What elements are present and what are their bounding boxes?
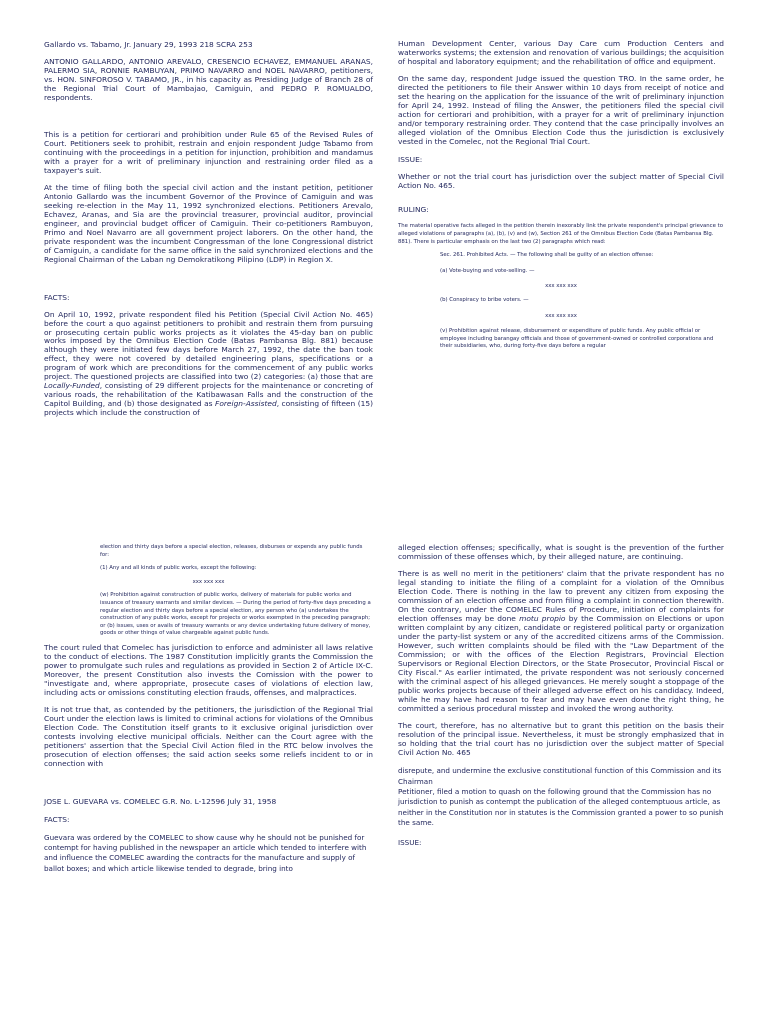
paragraph-petitioner-motion: Petitioner, filed a motion to quash on the following ground that the Commission has no jurisdiction to punish as contempt the publication of the alleged contemptuous article, as neither in the Constitution nor in statutes is the Commission granted a power to so punish the same. [398,787,724,827]
case-title: Gallardo vs. Tabamo, Jr. January 29, 1993 218 SCRA 253 [44,40,253,49]
paragraph-ruling-intro: The material operative facts alleged in the petition therein inexorably link the private respondent's principal grievance to alleged violations of paragraphs (a), (b), (v) and (w), Section 261 of the Omnibus Election Code (Batas Pambansa Blg. 881). There is particular emphasis on the last two (2) paragraphs which read: [398,223,723,245]
top-right-column [398,40,724,357]
page-top [0,0,768,492]
no-merit-emphasis-motu-propio: motu propio [519,614,566,624]
ruling-heading: RULING: [398,205,429,215]
no-merit-text-a: There is as well no merit in the petitioners' claim that the private respondent has no legal standing to initiate the filing of a complaint for a violation of the Omnibus Election Code. There is nothing in the law to prevent any citizen from exposing the commission of an election offense and from filing a complaint in connection therewith. On the contrary, under the COMELEC Rules of Procedure, initiation of complaints for election offenses may be done [398,569,724,624]
paragraph-facts-continued: Human Development Center, various Day Care cum Production Centers and waterworks systems; the extension and renovation of various buildings; the acquisition of hospital and laboratory equipment; and the rehabilitation of office and equipment. [398,39,724,66]
facts-emphasis-foreign-assisted: Foreign-Assisted [215,399,277,409]
quote-sec-261: Sec. 261. Prohibited Acts. — The following shall be guilty of an election offense: [440,252,654,259]
facts-heading: FACTS: [44,292,70,302]
paragraph-facts [44,311,373,418]
paragraph-intro: This is a petition for certiorari and prohibition under Rule 65 of the Revised Rules of Court. Petitioners seek to prohibit, restrain and enjoin respondent Judge Tabamo from continuing with the proceedings in a petition for injunction, prohibition and mandamus with a prayer for a writ of preliminary injunction and restraining order filed as a taxpayer's suit. [44,129,373,175]
case-parties: ANTONIO GALLARDO, ANTONIO AREVALO, CRESENCIO ECHAVEZ, EMMANUEL ARANAS, PALERMO SIA, RONNIE RAMBUYAN, PRIMO NAVARRO and NOEL NAVARRO, petitioners, vs. HON. SINFOROSO V. TABAMO, JR., in his capacity as Presiding Judge of Branch 28 of the Regional Trial Court of Mambajao, Camiguin, and PEDRO P. ROMUALDO, respondents. [44,57,373,102]
quote-para-w: (w) Prohibition against construction of public works, delivery of materials for public works and issuance of treasury warrants and similar devices. — During the period of forty-five days preceding a regular election and thirty days before a special election, any person who (a) undertakes the construction of any public works, except for projects or works exempted in the preceding paragraph; or (b) issues, uses or avails of treasury warrants or any device undertaking future delivery of money, goods or other things of value chargeable against public funds. [100,592,371,637]
page-bottom [0,534,768,1024]
paragraph-same-day: On the same day, respondent Judge issued the question TRO. In the same order, he directed the petitioners to file their Answer within 10 days from receipt of notice and set the hearing on the application for the issuance of the writ of preliminary injunction for April 24, 1992. Instead of filing the Answer, the petitioners filed the special civil action for certiorari and prohibition, with a prayer for a writ of preliminary injunction and/or temporary restraining order. They contend that the case principally involves an alleged violation of the Omnibus Election Code thus the jurisdiction is exclusively vested in the Comelec, not the Regional Trial Court. [398,74,724,147]
quote-para-a: (a) Vote-buying and vote-selling. — [440,267,535,274]
facts-text-c: , consisting of fifteen (15) projects which include the construction of [44,399,373,418]
no-merit-text-b: by the Commission on Elections or upon written complaint by any citizen, candidate or registered political party or organization under the party-list system or any of the accredited citizens arms of the Commission. However, such written complaints should be filed with the "Law Department of the Commission; or with the offices of the Election Registrars, Provincial Election Supervisors or Regional Election Directors, or the State Prosecutor, Provincial Fiscal or City Fiscal." As earlier intimated, the private respondent was not seriously concerned with the criminal aspect of his alleged grievances. He merely sought a stoppage of the public works projects because of their alleged adverse effect on his candidacy. Indeed, while he may have had reason to fear and may have even done the right thing, he committed a serious procedural misstep and invoked the wrong authority. [398,614,724,713]
paragraph-issue: Whether or not the trial court has jurisdiction over the subject matter of Special Civil Action No. 465. [398,172,724,191]
paragraph-conclusion: The court, therefore, has no alternative but to grant this petition on the basis their resolution of the principal issue. Nevertheless, it must be strongly emphasized that in so holding that the trial court has no jurisdiction over the subject matter of Special Civil Action No. 465 [398,721,724,758]
quote-omission-2: xxx xxx xxx [545,312,577,319]
paragraph-not-true: It is not true that, as contended by the petitioners, the jurisdiction of the Regional Trial Court under the election laws is limited to criminal actions for violations of the Omnibus Election Code. The Constitution itself grants to it exclusive original jurisdiction over contests involving elective municipal officials. Neither can the Court agree with the petitioners' assertion that the Special Civil Action filed in the RTC below involves the prosecution of election offenses; the said action seeks some reliefs incident to or in connection with [44,705,373,768]
quote-para-v: (v) Prohibition against release, disbursement or expenditure of public funds. Any public official or employee including barangay officials and those of government-owned or controlled corporations and their subsidiaries, who, during forty-five days before a regular [440,328,714,350]
paragraph-court-ruled: The court ruled that Comelec has jurisdiction to enforce and administer all laws relative to the conduct of elections. The 1987 Constitution implicitly grants the Commission the power to promulgate such rules and regulations as provided in Section 2 of Article IX-C. Moreover, the present Constitution also invests the Comission with the power to "investigate and, where appropriate, prosecute cases of violations of election law, including acts or omissions constituting election frauds, offenses, and malpractices. [44,642,373,697]
quote-para-v-1: (1) Any and all kinds of public works, except the following: [100,565,257,572]
paragraph-time-of-filing: At the time of filing both the special civil action and the instant petition, petitioner Antonio Gallardo was the incumbent Governor of the Province of Camiguin and was seeking re-election in the May 11, 1992 synchronized elections. Petitioners Arevalo, Echavez, Aranas, and Sia are the provincial treasurer, provincial auditor, provincial engineer, and provincial budget officer of Camiguin. Their co-petitioners Rambuyon, Primo and Noel Navarro are all government project laborers. On the other hand, the private respondent was the incumbent Congressman of the lone Congressional district of Camiguin, a candidate for the same office in the said synchronized elections and the Regional Chairman of the Laban ng Demokratikong Pilipino (LDP) in Region X. [44,183,373,264]
paragraph-facts2-continued: disrepute, and undermine the exclusive constitutional function of this Commission and its Chairman [398,766,722,786]
quote-omission-1: xxx xxx xxx [545,283,577,290]
case2-title: JOSE L. GUEVARA vs. COMELEC G.R. No. L-12596 July 31, 1958 [44,796,277,806]
issue-heading: ISSUE: [398,155,423,165]
bottom-right-column [398,544,724,849]
paragraph-facts2: Guevara was ordered by the COMELEC to show cause why he should not be punished for contempt for having published in the newspaper an article which tended to interfere with and influence the COMELEC awarding the contracts for the manufacture and supply of ballot boxes; and which article likewise tended to degrade, bring into [44,832,367,873]
facts-text-a: On April 10, 1992, private respondent filed his Petition (Special Civil Action No. 465) before the court a quo against petitioners to prohibit and restrain them from pursuing or prosecuting certain public works projects as it violates the 45-day ban on public works imposed by the Omnibus Election Code (Batas Pambansa Blg. 881) because although they were initiated few days before March 27, 1992, the date the ban took effect, they were not covered by detailed engineering plans, specifications or a program of work which are preconditions for the commencement of any public works project. The questioned projects are classified into two (2) categories: (a) those that are [44,309,373,382]
facts2-heading: FACTS: [44,814,70,824]
bottom-left-column [44,544,373,874]
top-left-column [44,40,373,427]
paragraph-no-merit [398,570,724,713]
issue2-heading: ISSUE: [398,838,422,848]
quote-para-b: (b) Conspiracy to bribe voters. — [440,296,529,303]
paragraph-alleged: alleged election offenses; specifically, what is sought is the prevention of the further commission of these offenses which, by their alleged nature, are continuing. [398,543,724,561]
facts-text-b: , consisting of 29 different projects for the maintenance or concreting of various roads, the rehabilitation of the Katibawasan Falls and the construction of the Capitol Building, and (b) those designated as [44,381,373,409]
facts-emphasis-locally-funded: Locally-Funded [44,381,100,391]
quote-omission-3: xxx xxx xxx [192,578,225,585]
quote-para-v-continued: election and thirty days before a special election, releases, disburses or expends any public funds for: [100,544,363,558]
